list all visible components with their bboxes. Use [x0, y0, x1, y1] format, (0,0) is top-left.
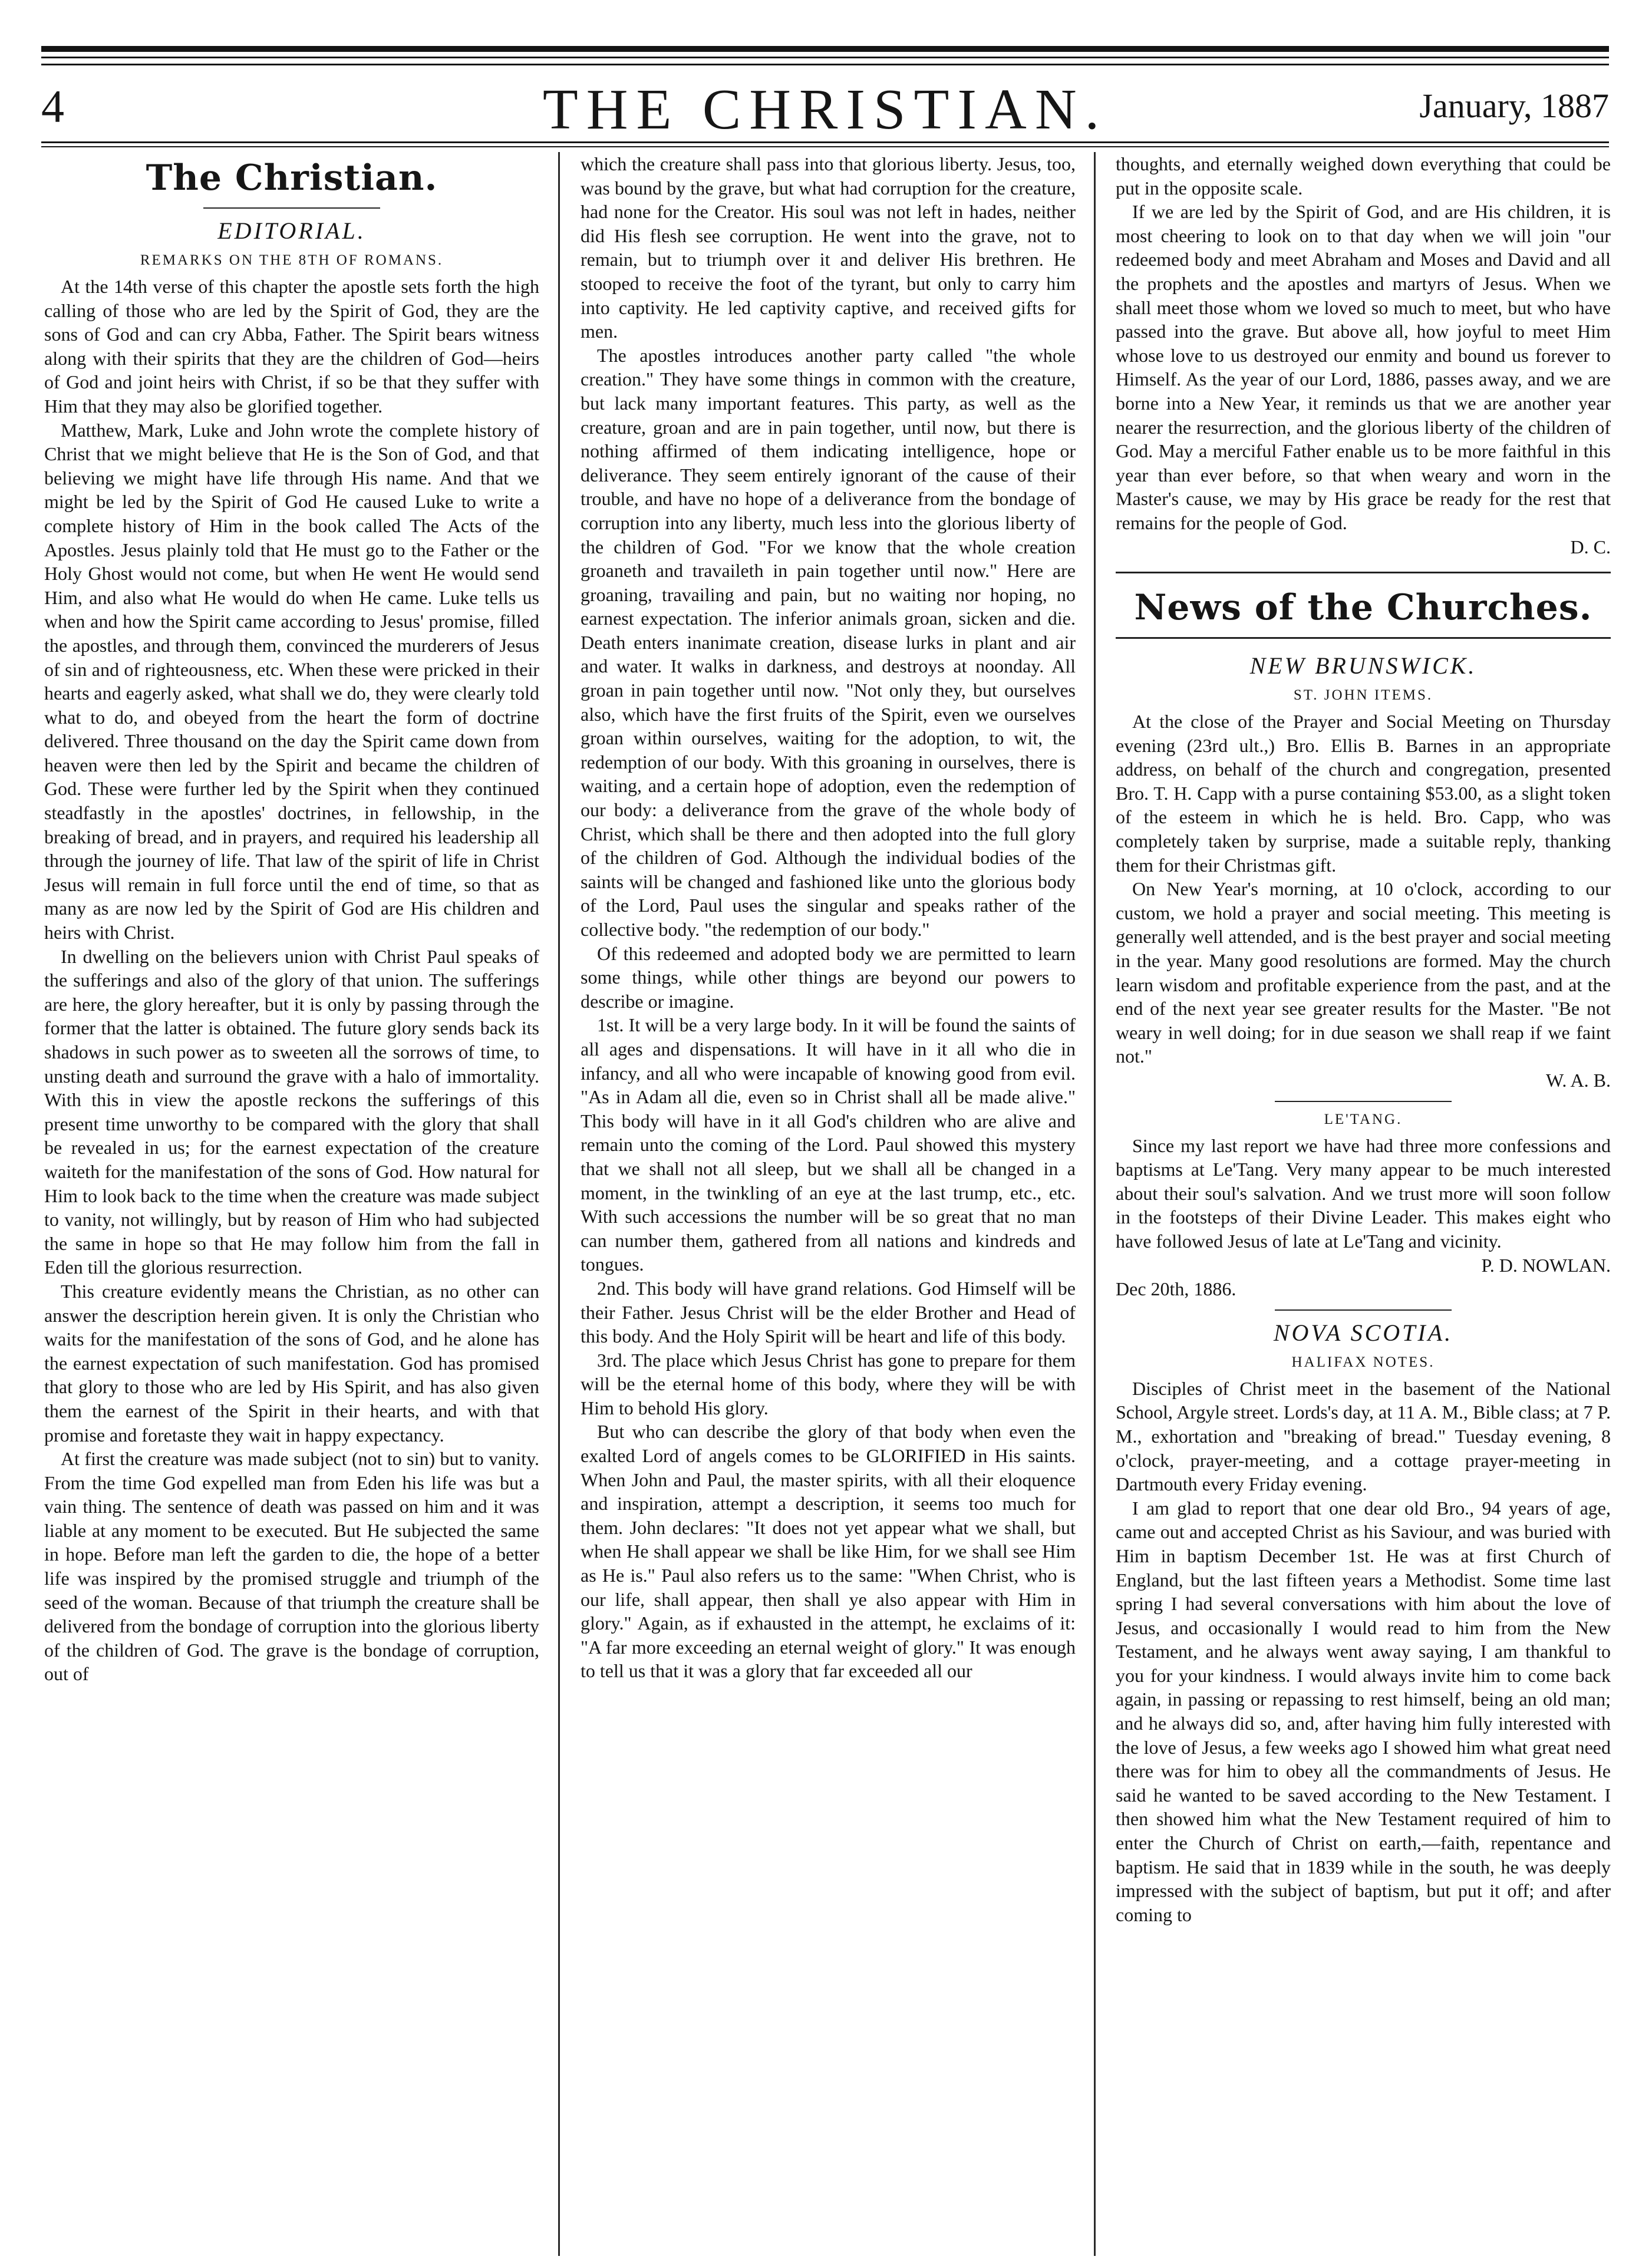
divider	[1275, 1309, 1452, 1311]
editorial-masthead: The Christian.	[146, 157, 438, 199]
masthead-top-rule-thick	[41, 46, 1609, 52]
paragraph: At first the creature was made subject (not to sin) but to vanity. From the time God expelled man from Eden his life was but a vain thing. The sentence of death was passed on him and it was liable at any moment to be executed. But He subjected the same in hope. Before man left the garden to die, the hope of a better life was inspired by the promised struggle and triumph of the seed of the woman. Because of that triumph the creature shall be delivered from the bondage of corruption into the glorious liberty of the children of God. The grave is the bondage of corruption, out of	[44, 1448, 539, 1685]
paragraph: The apostles introduces another party called "the whole creation." They have some things in common with the creature, but lack many important features. This party, as well as the creature, groan and are in pain together, until now, but there is nothing affirmed of them indicating intelligence, hope or deliverance. They seem entirely ignorant of the cause of their trouble, and have no hope of a deliverance from the bondage of corruption into any liberty, much less into the glorious liberty of the children of God. "For we know that the whole creation groaneth and travaileth in pain together until now." Here are groaning, travailing and pain, but no waiting nor hoping, no earnest expectation. The inferior animals groan, sicken and die. Death enters inanimate creation, disease lurks in plant and air and water. It walks in darkness, and destroys at noonday. All groan in pain together until now. "Not only they, but ourselves also, which have the first fruits of the Spirit, even we ourselves groan within ourselves, waiting for the adoption, to wit, the redemption of our body. With this groaning in ourselves, there is waiting, and a certain hope of adoption, even the redemption of our body: a deliverance from the grave of the whole body of Christ, which shall be there and then adopted into the full glory of the children of God. Although the individual bodies of the saints will be changed and fashioned like unto the glorious body of the Lord, Paul uses the singular and speaks rather of the collective body. "the redemption of our body."	[581, 344, 1076, 940]
paragraph: Disciples of Christ meet in the basement of the National School, Argyle street. Lords's day, at 11 A. M., Bible class; at 7 P. M., exhortation and "breaking of bread." Tuesday evening, 8 o'clock, prayer-meeting, and a cottage prayer-meeting in Dartmouth every Friday evening.	[1116, 1377, 1611, 1495]
subheading-st-john: ST. JOHN ITEMS.	[1293, 687, 1433, 704]
masthead-bottom-rule	[41, 141, 1609, 143]
paragraph: Of this redeemed and adopted body we are permitted to learn some things, while other things are beyond our powers to describe or imagine.	[581, 942, 1076, 1012]
paragraph: But who can describe the glory of that body when even the exalted Lord of angels comes to be GLORIFIED in His saints. When John and Paul, the master spirits, with all their eloquence and inspiration, attempt a description, it seems too much for them. John declares: "It does not yet appear what we shall, but when He shall appear we shall be like Him, for we shall see Him as He is." Paul also refers us to the same: "When Christ, who is our life, shall appear, then shall ye also appear with Him in glory." Again, as if exhausted in the attempt, he exclaims of it: "A far more exceeding an eternal weight of glory." It was enough to tell us that it was a glory that far exceeded all our	[581, 1421, 1076, 1682]
divider	[1116, 637, 1611, 639]
column-1	[44, 152, 539, 1686]
column-3	[1116, 152, 1611, 1926]
issue-date: January, 1887	[1419, 87, 1609, 125]
signature: D. C.	[1570, 536, 1611, 557]
column-divider-1	[558, 152, 560, 2256]
article-subheading: REMARKS ON THE 8TH OF ROMANS.	[140, 252, 444, 268]
newspaper-title: THE CHRISTIAN.	[542, 78, 1108, 141]
paragraph: This creature evidently means the Christian, as no other can answer the description herein given. It is only the Christian who waits for the manifestation of the sons of God, and he alone has the earnest expectation of such manifestation. God has promised that glory to those who are led by His Spirit, and has also given them the earnest of the Spirit in their hearts, and with that promise and foretaste they wait in happy expectancy.	[44, 1280, 539, 1446]
subheading-letang: LE'TANG.	[1324, 1111, 1403, 1127]
paragraph: 3rd. The place which Jesus Christ has gone to prepare for them will be the eternal home of this body, where they will be with Him to behold His glory.	[581, 1349, 1076, 1419]
paragraph: On New Year's morning, at 10 o'clock, according to our custom, we hold a prayer and social meeting. This meeting is generally well attended, and is the best prayer and social meeting in the year. Many good resolutions are formed. May the church learn wisdom and profitable experience from the past, and at the end of the next year see greater results for the Master. "Be not weary in well doing; for in due season we shall reap if we faint not."	[1116, 878, 1611, 1067]
divider	[1116, 572, 1611, 573]
region-heading-new-brunswick: NEW BRUNSWICK.	[1249, 652, 1477, 679]
news-section-heading: News of the Churches.	[1134, 587, 1592, 629]
divider	[1275, 1101, 1452, 1102]
paragraph: At the close of the Prayer and Social Meeting on Thursday evening (23rd ult.,) Bro. Ellis B. Barnes in an appropriate address, on behalf of the church and congregation, presented Bro. T. H. Capp with a purse containing $53.00, as a slight token of the esteem in which he is held. Bro. Capp, who was completely taken by surprise, made a suitable reply, thanking them for their Christmas gift.	[1116, 711, 1611, 876]
paragraph: 2nd. This body will have grand relations. God Himself will be their Father. Jesus Christ will be the elder Brother and Head of this body. And the Holy Spirit will be heart and life of this body.	[581, 1277, 1076, 1347]
paragraph: If we are led by the Spirit of God, and are His children, it is most cheering to look on to that day when we will join "our redeemed body and meet Abraham and Moses and David and all the prophets and the apostles and martyrs of Jesus. When we shall meet those whom we loved so much to meet, but who have passed into the grave. But above all, how joyful to meet Him whose love to us destroyed our enmity and bound us forever to Himself. As the year of our Lord, 1886, passes away, and we are borne into a New Year, it reminds us that we are another year nearer the resurrection, and the glorious liberty of the children of God. May a merciful Father enable us to be more faithful in this year than ever before, so that when weary and worn in the Master's cause, we may by His grace be ready for the rest that remains for the people of God.	[1116, 201, 1611, 533]
paragraph: In dwelling on the believers union with Christ Paul speaks of the sufferings and also of the glory of that union. The sufferings are here, the glory hereafter, but it is only by passing through the former that the latter is obtained. The future glory sends back its shadows in such power as to sweeten all the sorrows of time, to unsting death and surround the grave with a halo of immortality. With this in view the apostle reckons the sufferings of this present time unworthy to be compared with the glory that shall be revealed in us; for the earnest expectation of the creature waiteth for the manifestation of the sons of God. How natural for Him to look back to the time when the creature was made subject to vanity, not willingly, but by reason of Him who had subjected the same in hope so that He may follow him from the fall in Eden till the glorious resurrection.	[44, 945, 539, 1278]
column-divider-2	[1094, 152, 1096, 2256]
signature: P. D. NOWLAN.	[1481, 1254, 1611, 1276]
masthead	[41, 80, 1609, 145]
paragraph: Since my last report we have had three more confessions and baptisms at Le'Tang. Very many appear to be much interested about their soul's salvation. And we trust more will soon follow in the footsteps of their Divine Leader. This makes eight who have followed Jesus of late at Le'Tang and vicinity.	[1116, 1134, 1611, 1252]
section-heading-editorial: EDITORIAL.	[217, 217, 366, 244]
paragraph: I am glad to report that one dear old Bro., 94 years of age, came out and accepted Christ as his Saviour, and was buried with Him in baptism December 1st. He was at first Church of England, but the last fifteen years a Methodist. Some time last spring I had several conversations with him about the love of Jesus, and occasionally I would read to him from the New Testament, and he always went away saying, I am thankful to you for your kindness. I would always invite him to come back again, in passing or repassing to rest himself, being an old man; and he always did so, and, after having him fully interested with the love of Jesus, a few weeks ago I showed him what great need there was for him to obey all the commandments of Jesus. He said he wanted to be saved according to the New Testament. I then showed him what the New Testament required of him to enter the Church of Christ on earth,—faith, repentance and baptism. He said that in 1839 while in the south, he was deeply impressed with the subject of baptism, but put it off; and after coming to	[1116, 1497, 1611, 1925]
paragraph: At the 14th verse of this chapter the apostle sets forth the high calling of those who are led by the Spirit of God, they are the sons of God and can cry Abba, Father. The Spirit bears witness along with their spirits that they are the children of God—heirs of God and joint heirs with Christ, if so be that they suffer with Him that they may also be glorified together.	[44, 276, 539, 417]
masthead-top-rule-thin-2	[41, 64, 1609, 65]
column-2	[581, 152, 1076, 1683]
signature: W. A. B.	[1546, 1070, 1611, 1091]
dateline: Dec 20th, 1886.	[1116, 1278, 1236, 1300]
masthead-top-rule-thin	[41, 57, 1609, 58]
paragraph: 1st. It will be a very large body. In it will be found the saints of all ages and dispensations. It will have in it all who die in infancy, and all who were incapable of knowing good from evil. "As in Adam all die, even so in Christ shall all be made alive." This body will have in it all God's children who are alive and remain unto the coming of the Lord. Paul showed this mystery that we shall not all sleep, but we shall all be changed in a moment, in the twinkling of an eye at the last trump, etc., etc. With such accessions the number will be so great that no man can number them, gathered from all nations and kindreds and tongues.	[581, 1014, 1076, 1275]
paragraph: Matthew, Mark, Luke and John wrote the complete history of Christ that we might believe that He is the Son of God, and that believing we might have life through His name. And that we might be led by the Spirit of God He caused Luke to write a complete history of Him in the book called The Acts of the Apostles. Jesus plainly told that He must go to the Father or the Holy Ghost would not come, but when He went He would send Him, and also what He would do when He came. Luke tells us when and how the Spirit came according to Jesus' promise, filled the apostles, and through them, convinced the murderers of Jesus of sin and of righteousness, etc. When these were pricked in their hearts and eagerly asked, what shall we do, they were clearly told what to do, and obeyed from the heart the form of doctrine delivered. Three thousand on the day the Spirit came down from heaven were then led by the Spirit and became the children of God. These were further led by the Spirit when they continued steadfastly in the apostles' doctrines, in fellowship, in the breaking of bread, and in prayers, and required his leadership all through the journey of life. That law of the spirit of life in Christ Jesus will remain in full force until the end of time, so that as many as are now led by the Spirit of God are His children and heirs with Christ.	[44, 419, 539, 944]
masthead-bottom-rule-2	[41, 146, 1609, 147]
page-number: 4	[41, 81, 64, 132]
divider	[203, 207, 380, 209]
region-heading-nova-scotia: NOVA SCOTIA.	[1273, 1319, 1453, 1346]
subheading-halifax: HALIFAX NOTES.	[1291, 1354, 1435, 1370]
paragraph: thoughts, and eternally weighed down everything that could be put in the opposite scale.	[1116, 153, 1611, 199]
paragraph: which the creature shall pass into that glorious liberty. Jesus, too, was bound by the grave, but what had corruption for the creature, had none for the Creator. His soul was not left in hades, neither did His flesh see corruption. He went into the grave, not to remain, but to triumph over it and deliver His brethren. He stooped to receive the foot of the tyrant, but only to carry him into captivity. He led captivity captive, and received gifts for men.	[581, 153, 1076, 342]
